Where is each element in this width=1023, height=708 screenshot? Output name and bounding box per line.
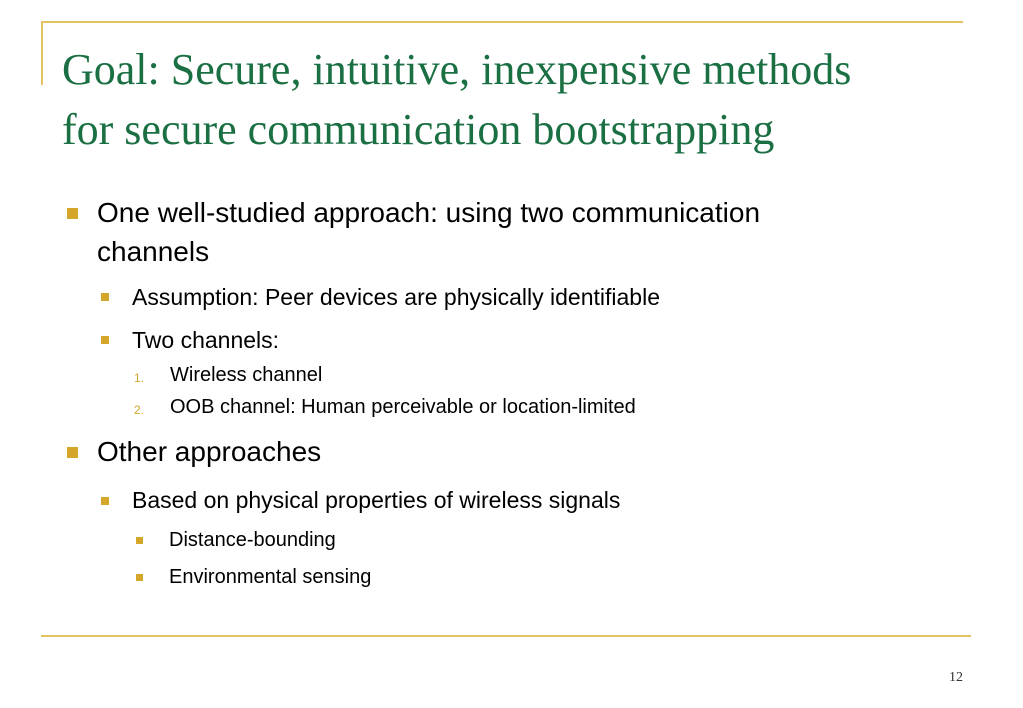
- sub-bullet-text: Assumption: Peer devices are physically identifiable: [132, 284, 660, 310]
- square-bullet-icon: [136, 537, 143, 544]
- slide-title-line-2: for secure communication bootstrapping: [62, 105, 775, 154]
- square-bullet-icon: [101, 293, 109, 301]
- footer-line: [41, 635, 971, 637]
- sub-bullet-text: Two channels:: [132, 327, 280, 353]
- numbered-item-text: OOB channel: Human perceivable or location-limited: [170, 396, 636, 418]
- sub-sub-bullet-text: Distance-bounding: [169, 529, 336, 551]
- sub-sub-bullet-text: Environmental sensing: [169, 566, 372, 588]
- list-number: 2.: [134, 403, 145, 417]
- square-bullet-icon: [101, 497, 109, 505]
- slide-title-line-1: Goal: Secure, intuitive, inexpensive methods: [62, 45, 852, 94]
- list-number: 1.: [134, 371, 145, 385]
- numbered-item-text: Wireless channel: [170, 364, 323, 386]
- square-bullet-icon: [67, 447, 78, 458]
- bullet-text-line-1: One well-studied approach: using two communication: [97, 197, 761, 228]
- bullet-text-line-1: Other approaches: [97, 436, 322, 467]
- sub-bullet-text: Based on physical properties of wireless signals: [132, 487, 621, 513]
- bullet-text-line-2: channels: [97, 236, 210, 267]
- square-bullet-icon: [101, 336, 109, 344]
- page-number: 12: [949, 670, 963, 685]
- square-bullet-icon: [67, 208, 78, 219]
- square-bullet-icon: [136, 574, 143, 581]
